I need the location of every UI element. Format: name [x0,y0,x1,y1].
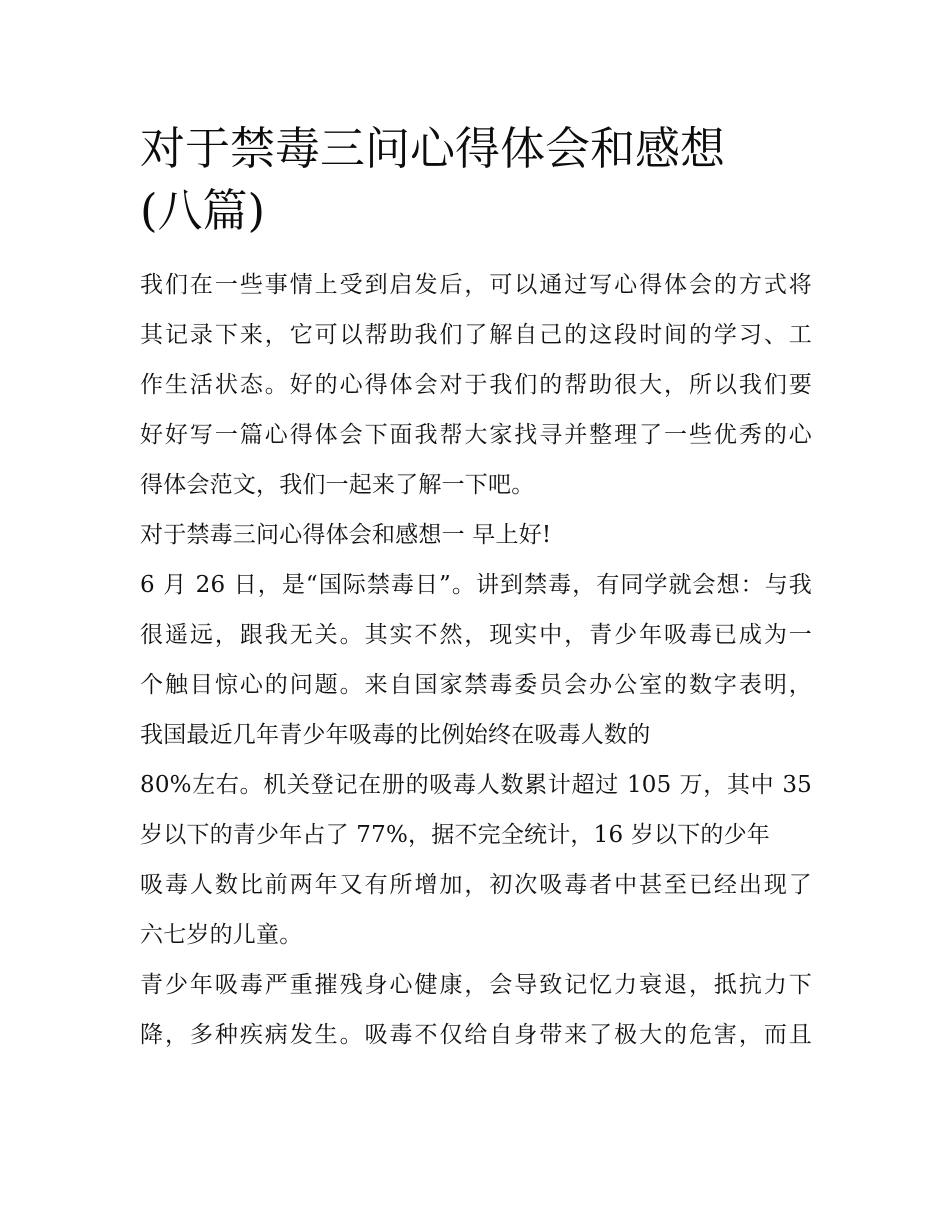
intro-line: 我们在一些事情上受到启发后，可以通过写心得体会的方式将 [140,272,812,298]
body-line: 个触目惊心的问题。来自国家禁毒委员会办公室的数字表明， [140,672,812,698]
title-line-1: 对于禁毒三问心得体会和感想 [140,122,726,175]
document-page [140,118,812,1060]
body-line: 我国最近几年青少年吸毒的比例始终在吸毒人数的 [140,722,651,748]
intro-line: 得体会范文，我们一起来了解一下吧。 [140,472,535,498]
intro-line: 作生活状态。好的心得体会对于我们的帮助很大，所以我们要 [140,372,812,398]
body-line: 很遥远，跟我无关。其实不然，现实中，青少年吸毒已成为一 [140,622,812,648]
body-paragraph-1 [140,560,812,960]
body-paragraph-2 [140,960,812,1060]
body-line: 岁以下的青少年占了 77%，据不完全统计，16 岁以下的少年 [140,822,771,848]
body-line: 6 月 26 日，是“国际禁毒日”。讲到禁毒，有同学就会想：与我 [140,572,812,598]
section-heading-block [140,510,812,560]
document-title [140,118,812,242]
title-line-2: (八篇) [140,184,266,237]
body-line: 青少年吸毒严重摧残身心健康，会导致记忆力衰退，抵抗力下 [140,972,812,998]
intro-line: 好好写一篇心得体会下面我帮大家找寻并整理了一些优秀的心 [140,422,812,448]
section-heading: 对于禁毒三问心得体会和感想一 早上好! [140,522,552,548]
body-line: 80%左右。机关登记在册的吸毒人数累计超过 105 万，其中 35 [140,772,812,798]
body-line: 降，多种疾病发生。吸毒不仅给自身带来了极大的危害，而且 [140,1022,812,1048]
body-line: 吸毒人数比前两年又有所增加，初次吸毒者中甚至已经出现了 [140,872,812,898]
intro-paragraph [140,260,812,510]
intro-line: 其记录下来，它可以帮助我们了解自己的这段时间的学习、工 [140,322,812,348]
body-line: 六七岁的儿童。 [140,922,303,948]
